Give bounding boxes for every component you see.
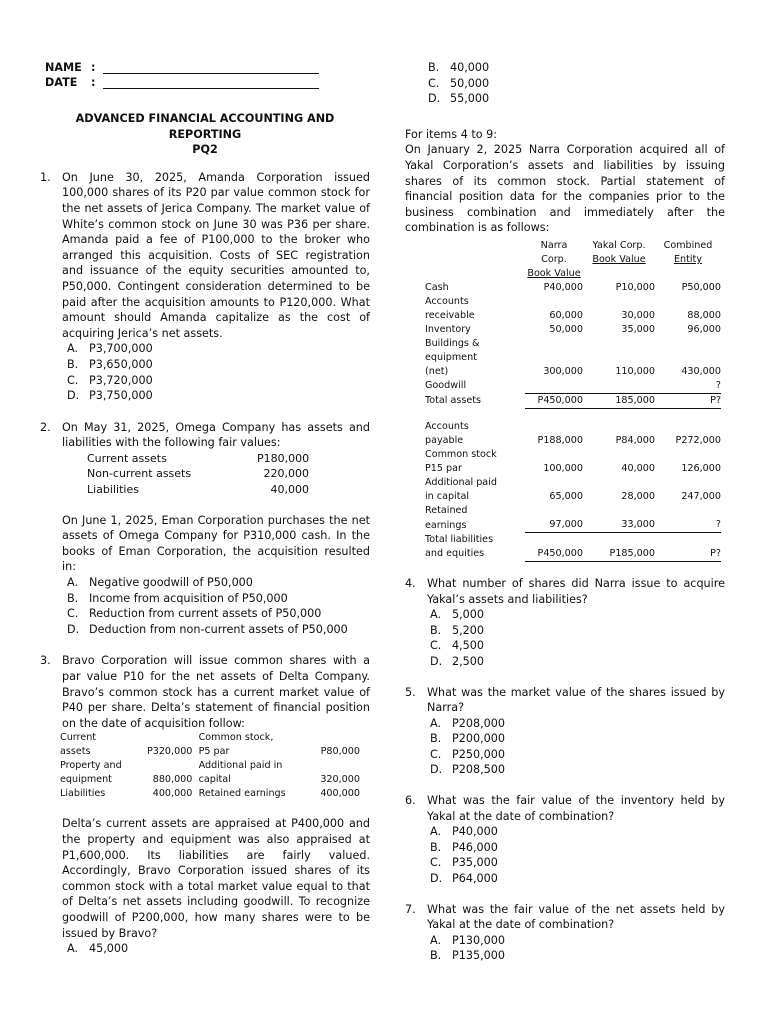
option-b[interactable]: B. P3,650,000 <box>67 357 153 371</box>
option-b[interactable]: B. P200,000 <box>430 732 506 746</box>
table-row: Total liabilities <box>425 533 494 545</box>
question-intro: Bravo Corporation will issue common shares with a par value P10 for the net assets of Delta Company. Bravo’s common stock has a current market value of P40 per share. Delta’s statement of financial position on the date of acquisition follow: <box>62 654 370 730</box>
option-d[interactable]: D. Deduction from non-current assets of P50,000 <box>67 622 348 636</box>
table-header-row <box>425 239 721 253</box>
option-d[interactable]: D. 2,500 <box>430 654 485 668</box>
question-number: 3. <box>40 654 51 668</box>
table-row: (net) 300,000 110,000 430,000 <box>425 365 721 377</box>
date-blank-line[interactable] <box>103 75 319 89</box>
options <box>430 933 725 964</box>
question-text: What number of shares did Narra issue to acquire Yakal’s assets and liabilities? <box>427 576 725 606</box>
options <box>430 607 725 669</box>
name-colon: : <box>91 61 96 74</box>
table-cell <box>314 759 360 773</box>
table-cell: Retained earnings <box>198 788 286 800</box>
question-number: 7. <box>405 902 416 916</box>
option-a[interactable]: A. Negative goodwill of P50,000 <box>67 576 253 590</box>
option-b[interactable]: B. Income from acquisition of P50,000 <box>67 591 288 605</box>
option-c[interactable]: C. P35,000 <box>430 856 498 870</box>
table-row: payable P188,000 P84,000 P272,000 <box>425 435 721 447</box>
title-line-1: ADVANCED FINANCIAL ACCOUNTING AND <box>75 112 335 125</box>
option-b[interactable]: B. 5,200 <box>430 623 485 637</box>
table-row: Common stock <box>425 449 497 461</box>
table-header-row <box>425 267 721 281</box>
table-row: Inventory 50,000 35,000 96,000 <box>425 323 721 335</box>
option-c[interactable]: C. P3,720,000 <box>67 373 153 387</box>
table-header-row <box>425 253 721 267</box>
question-number: 6. <box>405 794 416 808</box>
table-row: earnings 97,000 33,000 ? <box>425 519 721 531</box>
table-cell: Current <box>60 732 97 744</box>
option-b[interactable]: B. 40,000 <box>428 61 490 74</box>
question-number: 5. <box>405 685 416 699</box>
table-row: Liabilities 40,000 <box>87 483 309 497</box>
delta-balance-sheet-table <box>60 731 360 801</box>
table-cell: P5 par <box>198 746 230 758</box>
table-cell: P320,000 <box>146 746 193 758</box>
table-cell: Common stock, <box>198 732 274 744</box>
table-cell: equipment <box>60 774 112 786</box>
options <box>67 941 370 957</box>
items-4-to-9-heading: For items 4 to 9: <box>405 127 498 141</box>
question-text: On June 30, 2025, Amanda Corporation issued 100,000 shares of its P20 par value common stock for the net assets of Jerica Company. The market value of White’s common stock on June 30 was P36 per share. Amanda paid a fee of P100,000 to the broker who arranged this acquisition. Costs of SEC registration and issuance of the equity securities amounted to, P50,000. Contingent consideration determined to be paid after the acquisition amounts to P120,000. What amount should Amanda capitalize as the cost of acquiring Jerica’s net assets. <box>62 170 370 340</box>
question-6 <box>405 793 725 887</box>
table-cell <box>141 759 193 773</box>
header-yakal-1: Yakal Corp. <box>592 239 646 251</box>
question-text: Delta’s current assets are appraised at P400,000 and the property and equipment was also appraised at P1,600,000. Its liabilities are fairly valued. Accordingly, Bravo Corporation issued shares of its common stock with a total market value equal to that of Delta’s net assets including goodwill. To recognize goodwill of P200,000, how many shares were to be issued by Bravo? <box>62 817 370 940</box>
option-d[interactable]: D. 55,000 <box>428 92 490 106</box>
table-row <box>60 745 360 759</box>
table-cell: 320,000 <box>320 774 360 786</box>
table-row: Buildings & <box>425 337 480 349</box>
table-row: Accounts <box>425 295 469 307</box>
option-c[interactable]: C. Reduction from current assets of P50,000 <box>67 607 322 621</box>
option-a[interactable]: A. P208,000 <box>430 716 506 730</box>
question-intro: On May 31, 2025, Omega Company has assets and liabilities with the following fair values: <box>62 420 370 450</box>
header-narra-3: Book Value <box>527 267 581 279</box>
combination-table <box>425 239 721 562</box>
table-row <box>60 773 360 787</box>
option-c[interactable]: C. 4,500 <box>430 639 485 653</box>
left-column <box>40 60 370 957</box>
table-row: Additional paid <box>425 477 497 489</box>
options <box>67 575 370 637</box>
question-number: 4. <box>405 576 416 590</box>
table-row: Cash P40,000 P10,000 P50,000 <box>425 281 721 293</box>
right-column <box>405 60 725 964</box>
fair-value-table <box>87 451 370 498</box>
header-narra-1: Narra <box>540 239 568 251</box>
q3-options-continued <box>428 60 725 107</box>
option-b[interactable]: B. P46,000 <box>430 840 498 854</box>
total-assets-row: Total assets P450,000 185,000 P? <box>425 394 721 407</box>
option-a[interactable]: A. P40,000 <box>430 825 498 839</box>
option-d[interactable]: D. P3,750,000 <box>67 389 153 403</box>
option-b[interactable]: B. P135,000 <box>430 949 506 963</box>
option-a[interactable]: A. 45,000 <box>67 942 129 956</box>
name-blank-line[interactable] <box>103 60 319 74</box>
table-cell <box>314 731 360 745</box>
header-combined-2: Entity <box>673 253 702 265</box>
table-row: equipment <box>425 351 477 363</box>
table-row: P15 par 100,000 40,000 126,000 <box>425 463 721 475</box>
table-row <box>60 759 360 773</box>
date-field-row <box>45 75 370 90</box>
table-cell: Liabilities <box>60 788 106 800</box>
question-5 <box>405 685 725 779</box>
options <box>430 716 725 778</box>
header-combined-1: Combined <box>663 239 713 251</box>
option-d[interactable]: D. P208,500 <box>430 763 506 777</box>
table-cell: 400,000 <box>152 788 193 800</box>
total-liabilities-row: and equities P450,000 P185,000 P? <box>425 547 721 560</box>
date-label: DATE <box>45 76 78 89</box>
header-narra-2: Corp. <box>541 253 567 265</box>
option-c[interactable]: C. P250,000 <box>430 747 506 761</box>
date-colon: : <box>91 76 96 89</box>
question-number: 2. <box>40 420 51 434</box>
question-2 <box>40 420 370 638</box>
question-number: 1. <box>40 170 51 184</box>
table-row: receivable 60,000 30,000 88,000 <box>425 309 721 321</box>
table-row: Retained <box>425 505 468 517</box>
option-c[interactable]: C. 50,000 <box>428 76 490 90</box>
table-row: in capital 65,000 28,000 247,000 <box>425 491 721 503</box>
table-row: Accounts <box>425 421 469 433</box>
option-d[interactable]: D. P64,000 <box>430 872 498 886</box>
option-a[interactable]: A. P130,000 <box>430 933 506 947</box>
options <box>430 824 725 886</box>
question-text: What was the market value of the shares issued by Narra? <box>427 685 725 715</box>
table-cell <box>141 731 193 745</box>
option-a[interactable]: A. P3,700,000 <box>67 342 153 356</box>
question-text: What was the fair value of the inventory held by Yakal at the date of combination? <box>427 794 725 823</box>
question-1 <box>40 170 370 404</box>
table-cell: P80,000 <box>320 746 360 758</box>
option-a[interactable]: A. 5,000 <box>430 608 485 622</box>
table-cell: 400,000 <box>320 788 360 800</box>
question-text: What was the fair value of the net assets held by Yakal at the date of combination? <box>427 902 725 932</box>
question-text: On June 1, 2025, Eman Corporation purchases the net assets of Omega Company for P310,000 cash. In the books of Eman Corporation, the acquisition resulted in: <box>62 513 370 574</box>
table-cell: Additional paid in <box>198 760 283 772</box>
page-title <box>40 111 370 158</box>
table-cell: capital <box>198 774 231 786</box>
table-row <box>60 787 360 801</box>
table-row <box>60 731 360 745</box>
items-4-to-9-text: On January 2, 2025 Narra Corporation acquired all of Yakal Corporation’s assets and liabilities by issuing shares of its common stock. Partial statement of financial position data for the companies prior to the business combination and immediately after the combination is as follows: <box>405 143 725 235</box>
question-7 <box>405 902 725 964</box>
title-line-2: REPORTING <box>168 127 242 141</box>
header-yakal-2: Book Value <box>592 253 646 265</box>
table-row: Current assets P180,000 <box>87 451 310 465</box>
table-row: Non-current assets 220,000 <box>87 467 309 481</box>
question-3 <box>40 653 370 956</box>
name-label: NAME <box>45 61 82 74</box>
options <box>67 341 370 403</box>
table-cell: 880,000 <box>152 774 193 786</box>
table-cell: Property and <box>60 760 122 772</box>
table-row: Goodwill ? <box>425 379 721 392</box>
title-line-3: PQ2 <box>192 143 218 157</box>
table-cell: assets <box>60 746 91 758</box>
question-4 <box>405 576 725 670</box>
name-field-row <box>45 60 370 75</box>
